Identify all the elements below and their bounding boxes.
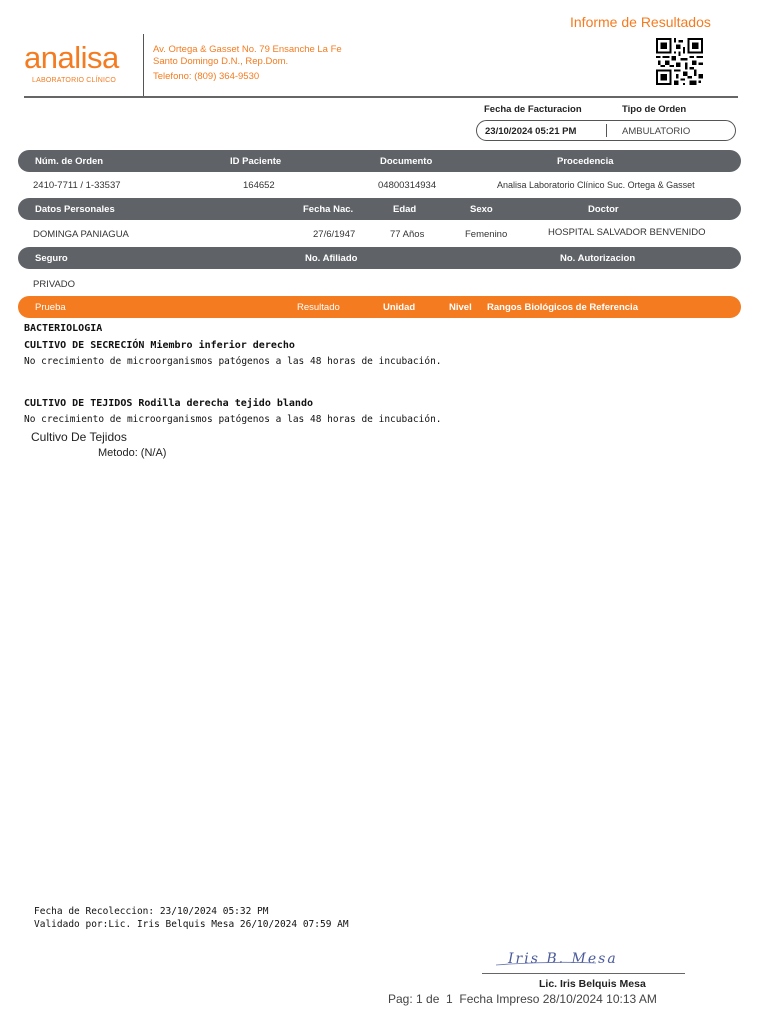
test-title: CULTIVO DE SECRECIÓN Miembro inferior derecho <box>24 340 295 351</box>
lab-logo-tagline: LABORATORIO CLÍNICO <box>32 77 117 84</box>
insurance-header: Seguro <box>35 253 68 264</box>
validated-by: Validado por:Lic. Iris Belquis Mesa 26/10/2024 07:59 AM <box>34 919 349 930</box>
doctor-header: Doctor <box>588 204 619 215</box>
result-column-header: Resultado <box>297 302 340 313</box>
billing-date-value: 23/10/2024 05:21 PM <box>485 126 577 137</box>
document-header: Documento <box>380 156 433 167</box>
age-value: 77 Años <box>390 229 425 240</box>
patient-id-header: ID Paciente <box>230 156 282 167</box>
personal-data-header: Datos Personales <box>35 204 115 215</box>
page-info: Pag: 1 de 1 Fecha Impreso 28/10/2024 10:13 AM <box>388 992 657 1006</box>
logo-divider <box>143 34 144 96</box>
doctor-value: HOSPITAL SALVADOR BENVENIDO <box>548 227 706 238</box>
birth-date-value: 27/6/1947 <box>313 229 356 240</box>
test-title: CULTIVO DE TEJIDOS Rodilla derecha tejido blando <box>24 398 313 409</box>
sex-value: Femenino <box>465 229 508 240</box>
patient-name: DOMINGA PANIAGUA <box>33 229 129 240</box>
order-type-value: AMBULATORIO <box>622 126 691 137</box>
age-header: Edad <box>393 204 417 215</box>
order-number-value: 2410-7711 / 1-33537 <box>33 180 121 191</box>
level-column-header: Nivel <box>449 302 472 313</box>
qr-code-icon <box>656 38 703 85</box>
order-type-label: Tipo de Orden <box>622 104 687 115</box>
origin-value: Analisa Laboratorio Clínico Suc. Ortega & Gasset <box>497 180 695 190</box>
test-result: No crecimiento de microorganismos patógenos a las 48 horas de incubación. <box>24 356 442 367</box>
affiliate-number-header: No. Afiliado <box>305 253 358 264</box>
order-number-header: Núm. de Orden <box>35 156 104 167</box>
address-line-1: Av. Ortega & Gasset No. 79 Ensanche La Fe <box>153 44 342 55</box>
signature-line <box>482 973 685 974</box>
signature-image <box>486 945 676 971</box>
billing-date-label: Fecha de Facturacion <box>484 104 582 115</box>
lab-logo: analisa <box>24 40 119 75</box>
patient-id-value: 164652 <box>243 180 275 191</box>
section-title: BACTERIOLOGIA <box>24 323 103 334</box>
report-title: Informe de Resultados <box>570 14 711 30</box>
address-line-2: Santo Domingo D.N., Rep.Dom. <box>153 56 289 67</box>
document-value: 04800314934 <box>378 180 437 191</box>
personal-header-bar <box>18 198 741 220</box>
signature-text: Iris B. Mesa <box>508 951 618 967</box>
test-sub-label: Cultivo De Tejidos <box>31 430 127 444</box>
sex-header: Sexo <box>470 204 493 215</box>
unit-column-header: Unidad <box>383 302 416 313</box>
billing-box-separator <box>606 124 607 137</box>
insurance-value: PRIVADO <box>33 279 76 290</box>
header-divider <box>24 96 738 98</box>
test-result: No crecimiento de microorganismos patógenos a las 48 horas de incubación. <box>24 414 442 425</box>
origin-header: Procedencia <box>557 156 614 167</box>
signer-name: Lic. Iris Belquis Mesa <box>539 978 646 990</box>
lab-phone: Telefono: (809) 364-9530 <box>153 71 260 82</box>
test-column-header: Prueba <box>35 302 66 313</box>
birth-date-header: Fecha Nac. <box>303 204 354 215</box>
collection-date: Fecha de Recoleccion: 23/10/2024 05:32 PM <box>34 906 269 917</box>
authorization-header: No. Autorizacion <box>560 253 636 264</box>
reference-range-header: Rangos Biológicos de Referencia <box>487 302 638 313</box>
test-method: Metodo: (N/A) <box>98 447 167 459</box>
